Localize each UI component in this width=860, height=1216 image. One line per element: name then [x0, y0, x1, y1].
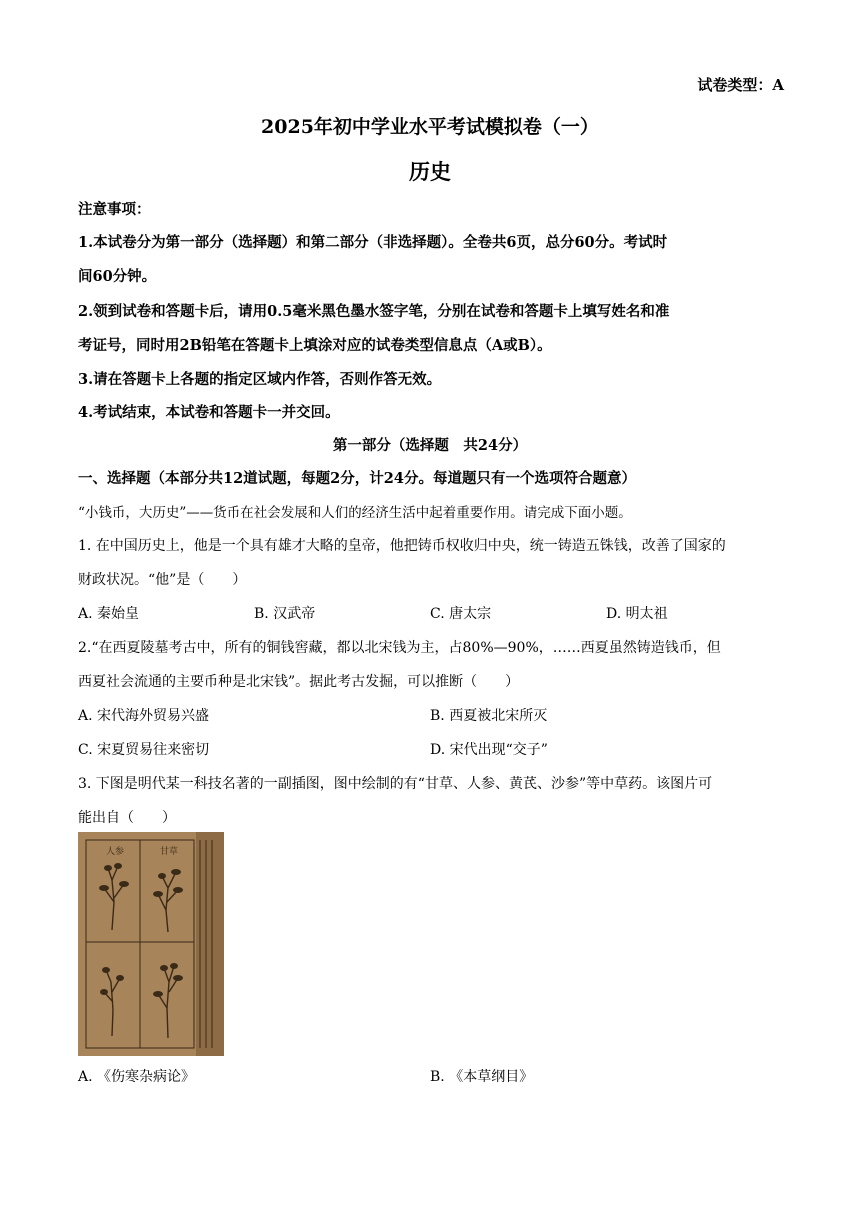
notes-heading: 注意事项：	[78, 201, 151, 218]
question-3-line-1: 3. 下图是明代某一科技名著的一副插图，图中绘制的有“甘草、人参、黄芪、沙参”等中草药。该图片可	[78, 776, 713, 792]
note-2-line-2: 考证号，同时用2B铅笔在答题卡上填涂对应的试卷类型信息点（A或B）。	[78, 337, 552, 354]
note-2-line-1: 2.领到试卷和答题卡后，请用0.5毫米黑色墨水签字笔，分别在试卷和答题卡上填写姓名和准	[78, 303, 670, 320]
herbal-illustration-drawing	[78, 832, 224, 1056]
exam-title: 2025年初中学业水平考试模拟卷（一）	[261, 116, 599, 138]
paper-type-label: 试卷类型：A	[697, 76, 784, 94]
q3-option-b[interactable]: B. 《本草纲目》	[430, 1069, 534, 1085]
q2-option-b[interactable]: B. 西夏被北宋所灭	[430, 708, 548, 724]
note-1-line-1: 1.本试卷分为第一部分（选择题）和第二部分（非选择题）。全卷共6页，总分60分。考试时	[78, 234, 668, 251]
figure-label-licorice: 甘草	[160, 847, 179, 857]
question-1-line-1: 1. 在中国历史上，他是一个具有雄才大略的皇帝，他把铸币权收归中央，统一铸造五铢钱，改善了国家的	[78, 538, 726, 554]
section-heading: 一、选择题（本部分共12道试题，每题2分，计24分。每道题只有一个选项符合题意）	[78, 470, 636, 487]
herbal-illustration	[78, 832, 224, 1056]
question-1-line-2: 财政状况。“他”是（ ）	[78, 572, 247, 588]
figure-label-ginseng: 人参	[106, 847, 125, 857]
q3-option-a[interactable]: A. 《伤寒杂病论》	[78, 1069, 196, 1085]
q1-option-c[interactable]: C. 唐太宗	[430, 606, 492, 622]
note-3: 3.请在答题卡上各题的指定区域内作答，否则作答无效。	[78, 371, 442, 388]
part-one-heading: 第一部分（选择题 共24分）	[332, 437, 528, 454]
q2-option-d[interactable]: D. 宋代出现“交子”	[430, 742, 548, 758]
note-1-line-2: 间60分钟。	[78, 268, 157, 285]
q1-option-d[interactable]: D. 明太祖	[606, 606, 668, 622]
subject-title: 历史	[409, 159, 451, 184]
q1-option-b[interactable]: B. 汉武帝	[254, 606, 316, 622]
q1-option-a[interactable]: A. 秦始皇	[78, 606, 140, 622]
q2-option-c[interactable]: C. 宋夏贸易往来密切	[78, 742, 210, 758]
section-intro: “小钱币，大历史”——货币在社会发展和人们的经济生活中起着重要作用。请完成下面小题。	[78, 505, 632, 521]
question-3-line-2: 能出自（ ）	[78, 810, 176, 826]
q2-option-a[interactable]: A. 宋代海外贸易兴盛	[78, 708, 210, 724]
question-2-line-1: 2.“在西夏陵墓考古中，所有的铜钱窖藏，都以北宋钱为主，占80%—90%，……西夏虽然铸造钱币，但	[78, 640, 721, 656]
note-4: 4.考试结束，本试卷和答题卡一并交回。	[78, 404, 340, 421]
question-2-line-2: 西夏社会流通的主要币种是北宋钱”。据此考古发掘，可以推断（ ）	[78, 674, 520, 690]
